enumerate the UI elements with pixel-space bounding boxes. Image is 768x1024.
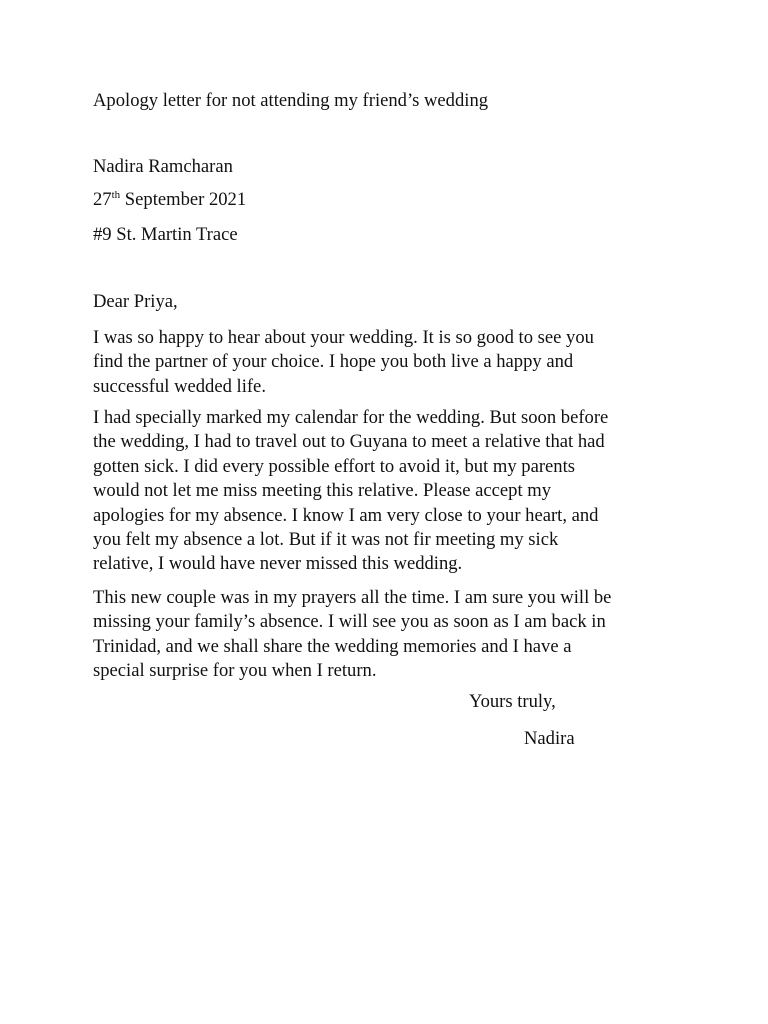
date-day: 27 — [93, 189, 112, 210]
paragraph-line: find the partner of your choice. I hope you both live a happy and — [93, 351, 574, 373]
letter-date — [93, 188, 246, 212]
paragraph-line: relative, I would have never missed this wedding. — [93, 553, 463, 575]
date-suffix: th — [111, 189, 121, 201]
paragraph-line: the wedding, I had to travel out to Guyana to meet a relative that had — [93, 431, 605, 453]
body-paragraph-3 — [93, 586, 683, 684]
paragraph-line: successful wedded life. — [93, 375, 266, 397]
paragraph-line: gotten sick. I did every possible effort to avoid it, but my parents — [93, 455, 575, 477]
closing: Yours truly, — [469, 691, 556, 712]
body-paragraph-1 — [93, 326, 683, 399]
paragraph-line: apologies for my absence. I know I am very close to your heart, and — [93, 504, 599, 526]
paragraph-line: This new couple was in my prayers all the time. I am sure you will be — [93, 587, 612, 608]
paragraph-line: I had specially marked my calendar for the wedding. But soon before — [93, 407, 609, 428]
sender-address: #9 St. Martin Trace — [93, 224, 238, 245]
date-month-year: September 2021 — [120, 189, 247, 210]
paragraph-line: missing your family’s absence. I will see you as soon as I am back in — [93, 611, 606, 633]
salutation: Dear Priya, — [93, 291, 178, 312]
signature-name: Nadira — [524, 728, 575, 749]
paragraph-line: would not let me miss meeting this relative. Please accept my — [93, 480, 552, 502]
paragraph-line: Trinidad, and we shall share the wedding memories and I have a — [93, 635, 572, 657]
paragraph-line: you felt my absence a lot. But if it was not fir meeting my sick — [93, 529, 559, 551]
paragraph-line: I was so happy to hear about your wedding. It is so good to see you — [93, 327, 594, 348]
letter-title: Apology letter for not attending my friend’s wedding — [93, 90, 489, 111]
paragraph-line: special surprise for you when I return. — [93, 660, 377, 682]
sender-name: Nadira Ramcharan — [93, 156, 233, 177]
body-paragraph-2 — [93, 406, 683, 577]
